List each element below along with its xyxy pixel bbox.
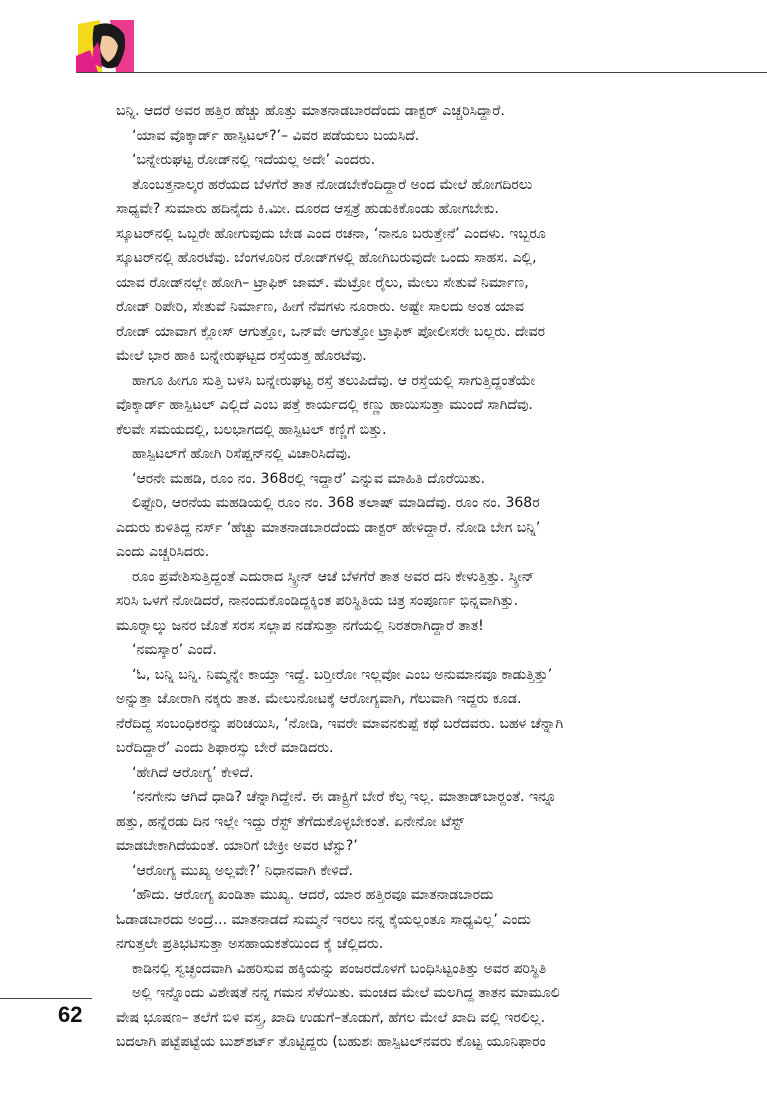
face-illustration-icon [76,20,136,72]
magazine-logo [76,20,136,72]
text-line: ಹತ್ತು, ಹನ್ನೆರಡು ದಿನ ಇಲ್ಲೇ ಇದ್ದು ರೆಸ್ಟ್ ತೆಗೆದುಕೊಳ್ಳಬೇಕಂತೆ. ಏನೇನೋ ಟೆಸ್ಟ್ [116,813,464,830]
text-line: ‘ಓ, ಬನ್ನಿ ಬನ್ನಿ. ನಿಮ್ಮನ್ನೇ ಕಾಯ್ತಾ ಇದ್ದೆ. ಬರ‍್ತೀರೋ ಇಲ್ಲವೋ ಎಂಬ ಅನುಮಾನವೂ ಕಾಡುತ್ತಿತ್ತು’ [132,666,553,683]
footer-rule [0,998,92,999]
text-line: ಸ್ಕೂಟರ್‌ನಲ್ಲಿ ಹೊರಟೆವು. ಬೆಂಗಳೂರಿನ ರೋಡ್‌ಗಳಲ್ಲಿ ಹೋಗಿಬರುವುದೇ ಒಂದು ಸಾಹಸ. ಎಲ್ಲಿ, [116,250,537,266]
text-line: ತೊಂಬತ್ತನಾಲ್ಕರ ಹರೆಯದ ಬೆಳಗೆರೆ ತಾತ ನೋಡಬೇಕೆಂದಿದ್ದಾರೆ ಅಂದ ಮೇಲೆ ಹೋಗದಿರಲು [132,176,533,193]
page-number: 62 [58,1002,83,1027]
text-line: ಬದಲಾಗಿ ಪಟ್ಟೆಪಟ್ಟೆಯ ಬುಶ್‌ಶರ್ಟ್ ತೊಟ್ಟಿದ್ದರು (ಬಹುಶಃ ಹಾಸ್ಪಿಟಲ್‌ನವರು ಕೊಟ್ಟ ಯೂನಿಫಾರಂ [116,1034,546,1050]
text-line: ‘ನನಗೇನು ಆಗಿದೆ ಧಾಡಿ? ಚೆನ್ನಾಗಿದ್ದೇನೆ. ಈ ಡಾಕ್ಟ್ರಿಗೆ ಬೇರೆ ಕೆಲ್ಸ ಇಲ್ಲ. ಮಾತಾಡ್‌ಬಾರ‍್ದಂತೆ. ಇನ್ನೂ [132,789,557,805]
text-line: ಮೂರ‍್ನಾಲ್ಕು ಜನರ ಜೊತೆ ಸರಸ ಸಲ್ಲಾಪ ನಡೆಸುತ್ತಾ ನಗೆಯಲ್ಲಿ ನಿರತರಾಗಿದ್ದಾರೆ ತಾತ! [116,617,484,634]
text-line: ಲಿಫ್ಟೇರಿ, ಆರನೆಯ ಮಹಡಿಯಲ್ಲಿ ರೂಂ ನಂ. 368 ತಲಾಷ್ ಮಾಡಿದೆವು. ರೂಂ ನಂ. 368ರ [132,495,540,511]
text-line: ಎದುರು ಕುಳಿತಿದ್ದ ನರ್ಸ್ ‘ಹೆಚ್ಚು ಮಾತನಾಡಬಾರದೆಂದು ಡಾಕ್ಟರ್ ಹೇಳಿದ್ದಾರೆ. ನೋಡಿ ಬೇಗ ಬನ್ನಿ’ [116,519,541,536]
text-line: ಅಲ್ಲಿ ಇನ್ನೊಂದು ವಿಶೇಷತೆ ನನ್ನ ಗಮನ ಸೆಳೆಯಿತು. ಮಂಚದ ಮೇಲೆ ಮಲಗಿದ್ದ ತಾತನ ಮಾಮೂಲಿ [132,985,560,1001]
text-line: ‘ನಮಸ್ಕಾರ’ ಎಂದೆ. [132,642,217,658]
text-line: ವೇಷ ಭೂಷಣ– ತಲೆಗೆ ಬಿಳಿ ವಸ್ತ್ರ, ಖಾದಿ ಉಡುಗೆ–ತೊಡುಗೆ, ಹೆಗಲ ಮೇಲೆ ಖಾದಿ ವಲ್ಲಿ ಇರಲಿಲ್ಲ. [116,1009,546,1026]
text-line: ರೂಂ ಪ್ರವೇಶಿಸುತ್ತಿದ್ದಂತೆ ಎದುರಾದ ಸ್ಕ್ರೀನ್ ಆಚೆ ಬೆಳಗೆರೆ ತಾತ ಅವರ ದನಿ ಕೇಳುತ್ತಿತ್ತು. ಸ್ಕ್ರೀನ್ [132,568,535,585]
text-line: ‘ಹೌದು. ಆರೋಗ್ಯ ಖಂಡಿತಾ ಮುಖ್ಯ. ಆದರೆ, ಯಾರ ಹತ್ತಿರವೂ ಮಾತನಾಡಬಾರದು [132,887,494,903]
text-line: ರೋಡ್ ರಿಪೇರಿ, ಸೇತುವೆ ನಿರ್ಮಾಣ, ಹೀಗೆ ನೆವಗಳು ನೂರಾರು. ಅಷ್ಟೇ ಸಾಲದು ಅಂತ ಯಾವ [116,299,524,315]
page-body-text [116,99,756,1055]
text-line: ರೋಡ್ ಯಾವಾಗ ಕ್ಲೋಸ್ ಆಗುತ್ತೋ, ಒನ್‌ವೇ ಆಗುತ್ತೋ ಟ್ರಾಫಿಕ್ ಪೋಲೀಸರೇ ಬಲ್ಲರು. ದೇವರ [116,323,546,340]
text-line: ಮೇಲೆ ಭಾರ ಹಾಕಿ ಬನ್ನೇರುಘಟ್ಟದ ರಸ್ತೆಯತ್ತ ಹೊರಟೆವು. [116,348,367,364]
header-rule [76,72,767,73]
text-line: ಅನ್ನುತ್ತಾ ಜೋರಾಗಿ ನಕ್ಕರು ತಾತ. ಮೇಲುನೋಟಕ್ಕೆ ಆರೋಗ್ಯವಾಗಿ, ಗೆಲುವಾಗಿ ಇದ್ದರು ಕೂಡ. [116,691,522,707]
text-line: ಮಾಡಬೇಕಾಗಿದೆಯಂತೆ. ಯಾರಿಗೆ ಬೇಕ್ರೀ ಅವರ ಟೆಸ್ಟು?’ [116,838,358,854]
text-line: ಸರಿಸಿ ಒಳಗೆ ನೋಡಿದರೆ, ನಾನಂದುಕೊಂಡಿದ್ದಕ್ಕಿಂತ ಪರಿಸ್ಥಿತಿಯ ಚಿತ್ರ ಸಂಪೂರ್ಣ ಭಿನ್ನವಾಗಿತ್ತು. [116,593,519,609]
text-line: ಓಡಾಡಬಾರದು ಅಂದ್ರೆ... ಮಾತನಾಡದೆ ಸುಮ್ಮನೆ ಇರಲು ನನ್ನ ಕೈಯಲ್ಲಂತೂ ಸಾಧ್ಯವಿಲ್ಲ’ ಎಂದು [116,911,531,928]
text-line: ನಗುತ್ತಲೇ ಪ್ರತಿಭಟಿಸುತ್ತಾ ಅಸಹಾಯಕತೆಯಿಂದ ಕೈ ಚೆಲ್ಲಿದರು. [116,936,384,952]
text-line: ಎಂದು ಎಚ್ಚರಿಸಿದರು. [116,544,210,560]
text-line: ಹಾಗೂ ಹೀಗೂ ಸುತ್ತಿ ಬಳಸಿ ಬನ್ನೇರುಘಟ್ಟ ರಸ್ತೆ ತಲುಪಿದೆವು. ಆ ರಸ್ತೆಯಲ್ಲಿ ಸಾಗುತ್ತಿದ್ದಂತೆಯೇ [132,372,536,389]
text-line: ಯಾವ ರೋಡ್‌ನಲ್ಲೇ ಹೋಗಿ– ಟ್ರಾಫಿಕ್ ಜಾಮ್. ಮೆಟ್ರೋ ರೈಲು, ಮೇಲು ಸೇತುವೆ ನಿರ್ಮಾಣ, [116,274,529,291]
text-line: ಕಾಡಿನಲ್ಲಿ ಸ್ವಚ್ಛಂದವಾಗಿ ವಿಹರಿಸುವ ಹಕ್ಕಿಯನ್ನು ಪಂಜರದೊಳಗೆ ಬಂಧಿಸಿಟ್ಟಂತಿತ್ತು ಅವರ ಪರಿಸ್ಥಿತಿ [132,960,547,977]
text-line: ಹಾಸ್ಪಿಟಲ್‌ಗೆ ಹೋಗಿ ರಿಸೆಪ್ಷನ್‌ನಲ್ಲಿ ವಿಚಾರಿಸಿದೆವು. [132,446,352,462]
text-line: ಬನ್ನಿ. ಆದರೆ ಅವರ ಹತ್ತಿರ ಹೆಚ್ಚು ಹೊತ್ತು ಮಾತನಾಡಬಾರದೆಂದು ಡಾಕ್ಟರ್ ಎಚ್ಚರಿಸಿದ್ದಾರೆ. [116,103,505,119]
text-line: ‘ಹೇಗಿದೆ ಆರೋಗ್ಯ’ ಕೇಳಿದೆ. [132,764,254,781]
text-line: ‘ಆರನೇ ಮಹಡಿ, ರೂಂ ನಂ. 368ರಲ್ಲಿ ಇದ್ದಾರೆ’ ಎನ್ನುವ ಮಾಹಿತಿ ದೊರೆಯಿತು. [132,470,486,487]
text-line: ‘ಆರೋಗ್ಯ ಮುಖ್ಯ ಅಲ್ಲವೇ?’ ನಿಧಾನವಾಗಿ ಕೇಳಿದೆ. [132,862,353,879]
text-line: ಕೆಲವೇ ಸಮಯದಲ್ಲಿ, ಬಲಭಾಗದಲ್ಲಿ ಹಾಸ್ಪಿಟಲ್ ಕಣ್ಣಿಗೆ ಬಿತ್ತು. [116,421,387,438]
text-line: ಬರೆದಿದ್ದಾರೆ’ ಎಂದು ಶಿಫಾರಸ್ಸು ಬೇರೆ ಮಾಡಿದರು. [116,740,334,756]
text-line: ಸ್ಕೂಟರ್‌ನಲ್ಲಿ ಒಬ್ಬರೇ ಹೋಗುವುದು ಬೇಡ ಎಂದ ರಚನಾ, ‘ನಾನೂ ಬರುತ್ತೇನೆ’ ಎಂದಳು. ಇಬ್ಬರೂ [116,225,546,242]
text-line: ಸಾಧ್ಯವೇ? ಸುಮಾರು ಹದಿನೈದು ಕಿ.ಮೀ. ದೂರದ ಆಸ್ಪತ್ರೆ ಹುಡುಕಿಕೊಂಡು ಹೋಗಬೇಕು. [116,201,499,217]
text-line: ‘ಯಾವ ವೊಕ್ಕಾರ್ಡ್ ಹಾಸ್ಪಿಟಲ್?’– ವಿವರ ಪಡೆಯಲು ಬಯಸಿದೆ. [132,127,420,144]
text-line: ವೊಕ್ಕಾರ್ಡ್ ಹಾಸ್ಪಿಟಲ್ ಎಲ್ಲಿದೆ ಎಂಬ ಪತ್ತೆ ಕಾರ್ಯದಲ್ಲಿ ಕಣ್ಣು ಹಾಯಿಸುತ್ತಾ ಮುಂದೆ ಸಾಗಿದೆವು. [116,397,533,413]
text-line: ನೆರೆದಿದ್ದ ಸಂಬಂಧಿಕರನ್ನು ಪರಿಚಯಿಸಿ, ‘ನೋಡಿ, ಇವರೇ ಮಾವನಕುಪ್ಪೆ ಕಥೆ ಬರೆದವರು. ಬಹಳ ಚೆನ್ನಾಗಿ [116,715,564,732]
text-line: ‘ಬನ್ನೇರುಘಟ್ಟ ರೋಡ್‌ನಲ್ಲಿ ಇದೆಯಲ್ಲ ಅದೇ’ ಎಂದರು. [132,152,376,168]
